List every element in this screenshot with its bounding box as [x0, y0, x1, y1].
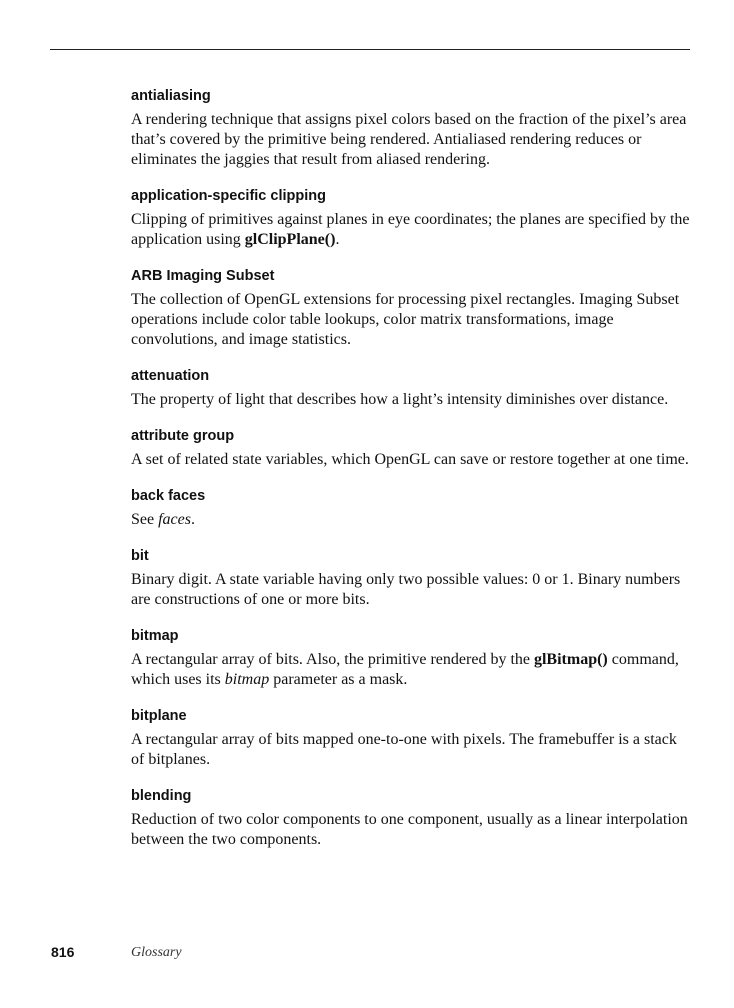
function-name: glBitmap(): [533, 651, 608, 668]
emphasis-text: bitmap: [224, 671, 270, 688]
glossary-entry: [131, 186, 691, 250]
glossary-definition: [131, 210, 691, 250]
glossary-entry: [131, 706, 691, 770]
glossary-entry: [131, 366, 691, 410]
glossary-entry: [131, 626, 691, 690]
definition-text: Clipping of primitives against planes in eye coordinates; the planes are specified by the application using: [131, 211, 690, 248]
glossary-term: back faces: [131, 488, 206, 504]
running-footer: Glossary: [131, 945, 182, 960]
glossary-definition: [131, 450, 691, 470]
glossary-term: bitmap: [131, 628, 179, 644]
glossary-entry: [131, 546, 691, 610]
definition-text: A rectangular array of bits. Also, the primitive rendered by the: [131, 651, 534, 668]
definition-text: The property of light that describes how a light’s intensity diminishes over distance.: [131, 391, 669, 408]
definition-text: The collection of OpenGL extensions for processing pixel rectangles. Imaging Subset operations include color table lookups, color matrix transformations, image convolutions, and image statistics.: [131, 291, 680, 348]
definition-text: .: [190, 511, 195, 528]
glossary-entries: [131, 86, 691, 866]
glossary-entry: [131, 486, 691, 530]
glossary-term: bit: [131, 548, 149, 564]
glossary-term: antialiasing: [131, 88, 211, 104]
definition-text: See: [131, 511, 159, 528]
glossary-entry: [131, 786, 691, 850]
glossary-definition: [131, 390, 691, 410]
glossary-definition: [131, 650, 691, 690]
definition-text: A set of related state variables, which OpenGL can save or restore together at one time.: [131, 451, 689, 468]
header-rule: [50, 49, 690, 50]
glossary-term: application-specific clipping: [131, 188, 326, 204]
page-number: 816: [51, 944, 75, 960]
definition-text: A rectangular array of bits mapped one-to-one with pixels. The framebuffer is a stack of bitplanes.: [131, 731, 677, 768]
glossary-term: ARB Imaging Subset: [131, 268, 275, 284]
definition-text: Reduction of two color components to one component, usually as a linear interpolation between the two components.: [131, 811, 688, 848]
function-name: glClipPlane(): [244, 231, 336, 248]
glossary-entry: [131, 426, 691, 470]
glossary-entry: [131, 86, 691, 170]
glossary-entry: [131, 266, 691, 350]
glossary-definition: [131, 810, 691, 850]
definition-text: Binary digit. A state variable having only two possible values: 0 or 1. Binary numbers are constructions of one or more bits.: [131, 571, 681, 608]
glossary-definition: [131, 110, 691, 170]
definition-text: parameter as a mask.: [269, 671, 408, 688]
glossary-term: blending: [131, 788, 192, 804]
glossary-definition: [131, 570, 691, 610]
glossary-definition: [131, 510, 691, 530]
glossary-definition: [131, 730, 691, 770]
glossary-definition: [131, 290, 691, 350]
glossary-term: bitplane: [131, 708, 187, 724]
emphasis-text: faces: [158, 511, 191, 528]
definition-text: A rendering technique that assigns pixel colors based on the fraction of the pixel’s area that’s covered by the primitive being rendered. Antialiased rendering reduces or eliminates the jaggies that result from aliased rendering.: [131, 111, 687, 168]
definition-text: .: [335, 231, 340, 248]
definition-text: command, which uses its: [131, 651, 679, 688]
glossary-term: attribute group: [131, 428, 235, 444]
glossary-term: attenuation: [131, 368, 210, 384]
